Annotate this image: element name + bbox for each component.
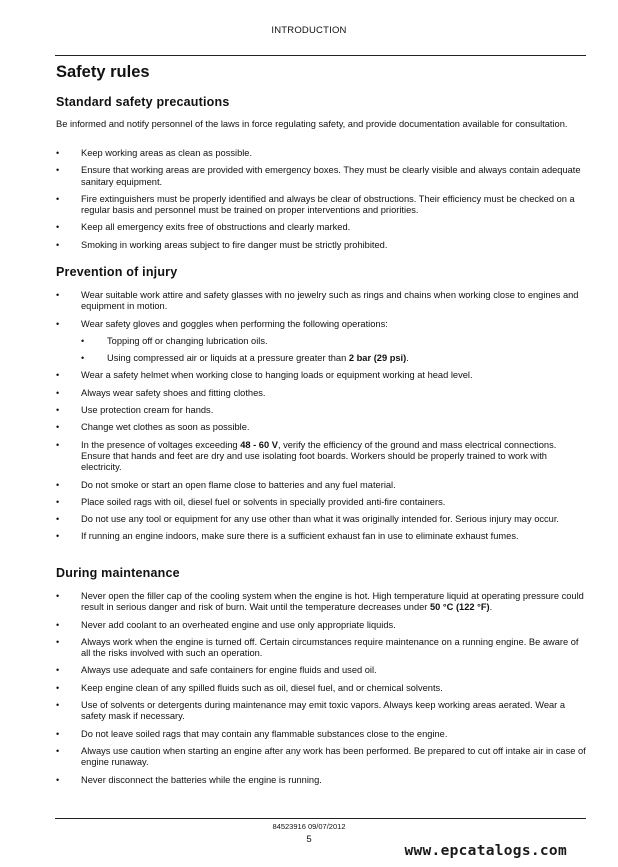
list-item: • Wear safety gloves and goggles when performing the following operations: • Topping off or changing lubrication oils. • Using compressed air or liquids at a pressure greater than 2 bar (29 psi). — [56, 319, 586, 365]
list-item: • Never disconnect the batteries while the engine is running. — [56, 774, 322, 785]
bullet-icon: • — [56, 148, 60, 158]
bullet-icon: • — [56, 531, 60, 542]
list-item: • Fire extinguishers must be properly identified and always be clear of obstructions. Their efficiency must be checked on a regular basis and personnel must be trained on proper interventions and priorities. — [56, 193, 575, 216]
temperature-value: 50 °C — [430, 602, 454, 613]
bullet-icon: • — [56, 496, 60, 507]
list-item: • Keep all emergency exits free of obstructions and clearly marked. — [56, 222, 351, 233]
bullet-icon: • — [56, 514, 60, 525]
voltage-value: 48 - 60 V — [240, 439, 278, 450]
list-item: • Use protection cream for hands. — [56, 405, 214, 416]
section-heading-maintenance: During maintenance — [56, 566, 180, 580]
bullet-icon: • — [81, 353, 85, 364]
section-heading-injury: Prevention of injury — [56, 265, 178, 279]
bullet-icon: • — [56, 239, 60, 250]
list-item: • Never add coolant to an overheated engine and use only appropriate liquids. — [56, 619, 396, 630]
bullet-icon: • — [56, 619, 60, 630]
bullet-icon: • — [56, 700, 60, 711]
bullet-icon: • — [56, 387, 60, 398]
bullet-icon: • — [56, 165, 60, 176]
list-item: • Place soiled rags with oil, diesel fuel or solvents in specially provided anti-fire containers. — [56, 496, 446, 507]
list-item: • Wear a safety helmet when working close to hanging loads or equipment working at head level. — [56, 370, 473, 381]
page-number: 5 — [306, 834, 312, 845]
bullet-icon: • — [56, 682, 60, 693]
list-item: • If running an engine indoors, make sure there is a sufficient exhaust fan in use to eliminate exhaust fumes. — [56, 531, 519, 542]
list-item: • Always use adequate and safe containers for engine fluids and used oil. — [56, 665, 377, 676]
section-heading-standard: Standard safety precautions — [56, 95, 230, 109]
list-item: • In the presence of voltages exceeding 48 - 60 V, verify the efficiency of the ground and mass electrical connections. Ensure that hands and feet are dry and use isolating foot boards. Workers should be properly trained to work with electricity. — [56, 439, 557, 473]
list-item: • Use of solvents or detergents during maintenance may emit toxic vapors. Always keep working areas aerated. Wear a safety mask if necessary. — [56, 700, 566, 722]
list-item: • Always use caution when starting an engine after any work has been performed. Be prepared to cut off intake air in case of engine runaway. — [56, 745, 586, 768]
bullet-icon: • — [56, 422, 60, 433]
list-item: • Always work when the engine is turned off. Certain circumstances require maintenance on a running engine. Be aware of all the risks involved with such an operation. — [56, 636, 579, 659]
bullet-icon: • — [56, 222, 60, 233]
bullet-icon: • — [56, 728, 60, 739]
injury-sub-list — [56, 336, 586, 365]
header-title: INTRODUCTION — [271, 25, 347, 36]
list-item: • Do not use any tool or equipment for any use other than what it was originally intended for. Serious injury may occur. — [56, 514, 560, 525]
bullet-icon: • — [56, 193, 60, 204]
bullet-icon: • — [56, 591, 60, 601]
list-item: • Smoking in working areas subject to fire danger must be strictly prohibited. — [56, 239, 388, 250]
list-item: • Wear suitable work attire and safety glasses with no jewelry such as rings and chains when working close to engines and equipment in motion. — [56, 290, 579, 312]
watermark-url: www.epcatalogs.com — [404, 843, 567, 859]
bullet-icon: • — [56, 636, 60, 647]
list-item: • Always wear safety shoes and fitting clothes. — [56, 387, 266, 398]
document-code: 84523916 09/07/2012 — [272, 822, 346, 831]
bullet-icon: • — [56, 405, 60, 416]
temperature-fahrenheit: (122 °F) — [455, 602, 490, 613]
list-item: • Do not leave soiled rags that may contain any flammable substances close to the engine. — [56, 728, 448, 739]
standard-list — [56, 148, 586, 251]
standard-intro: Be informed and notify personnel of the laws in force regulating safety, and provide documentation available for consultation. — [56, 119, 568, 129]
list-item: • Keep engine clean of any spilled fluids such as oil, diesel fuel, and or chemical solvents. — [56, 682, 443, 693]
bullet-icon: • — [81, 335, 85, 346]
list-item: • Change wet clothes as soon as possible. — [56, 422, 250, 433]
bullet-icon: • — [56, 290, 60, 300]
list-item: • Keep working areas as clean as possible. — [56, 148, 253, 158]
bullet-icon: • — [56, 370, 60, 381]
page-title: Safety rules — [56, 63, 150, 81]
maintenance-list — [56, 591, 586, 786]
bullet-icon: • — [56, 318, 60, 329]
list-item: • Do not smoke or start an open flame close to batteries and any fuel material. — [56, 479, 396, 490]
bullet-icon: • — [56, 439, 60, 450]
pressure-psi: (29 psi) — [373, 353, 407, 364]
list-item: • Never open the filler cap of the cooling system when the engine is hot. High temperature liquid at operating pressure could result in serious danger and risk of burn. Wait until the temperature decreases under 50 °C (122 °F). — [56, 591, 584, 613]
bullet-icon: • — [56, 665, 60, 676]
header-divider — [55, 55, 586, 56]
bullet-icon: • — [56, 774, 60, 785]
sub-list-item: • Using compressed air or liquids at a pressure greater than 2 bar (29 psi). — [81, 353, 409, 364]
list-item: • Ensure that working areas are provided with emergency boxes. They must be clearly visible and always contain adequate sanitary equipment. — [56, 165, 581, 187]
bullet-icon: • — [56, 479, 60, 490]
bullet-icon: • — [56, 745, 60, 756]
pressure-value: 2 bar — [348, 353, 372, 364]
sub-list-item: • Topping off or changing lubrication oils. — [81, 335, 268, 346]
footer-divider — [55, 818, 586, 819]
injury-list — [56, 290, 586, 543]
